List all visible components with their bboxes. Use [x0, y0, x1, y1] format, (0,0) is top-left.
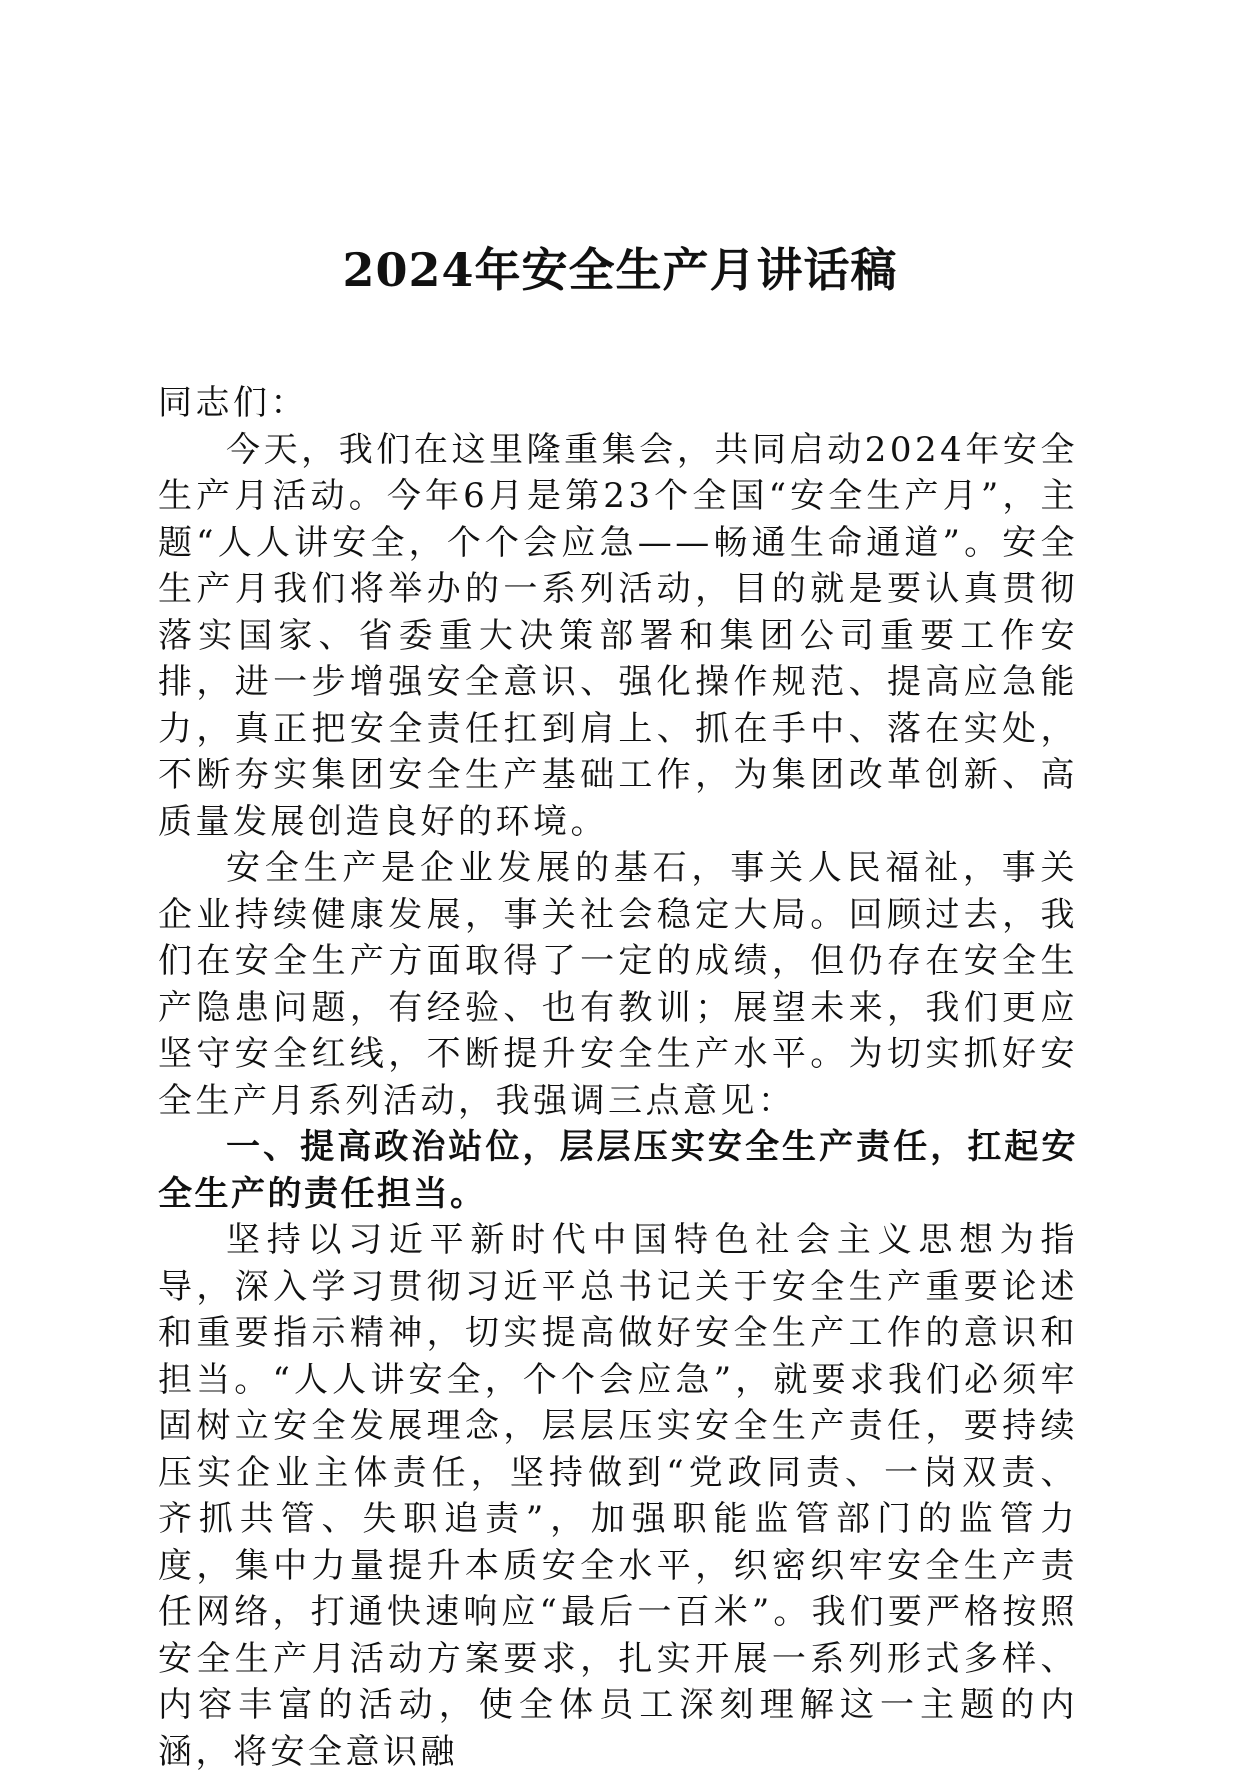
section-paragraph: 坚持以习近平新时代中国特色社会主义思想为指导，深入学习贯彻习近平总书记关于安全生产重要论述和重要指示精神，切实提高做好安全生产工作的意识和担当。“人人讲安全，个个会应急”，就要求我们必须牢固树立安全发展理念，层层压实安全生产责任，要持续压实企业主体责任，坚持做到“党政同责、一岗双责、齐抓共管、失职追责”，加强职能监管部门的监管力度，集中力量提升本质安全水平，织密织牢安全生产责任网络，打通快速响应“最后一百米”。我们要严格按照安全生产月活动方案要求，扎实开展一系列形式多样、内容丰富的活动，使全体员工深刻理解这一主题的内涵，将安全意识融	[158, 1220, 1078, 1772]
document-body	[158, 380, 1078, 1775]
document-title: 2024年安全生产月讲话稿	[342, 243, 898, 297]
section-heading: 一、提高政治站位，层层压实安全生产责任，扛起安全生产的责任担当。	[158, 1127, 1078, 1214]
paragraph-background: 安全生产是企业发展的基石，事关人民福祉，事关企业持续健康发展，事关社会稳定大局。回顾过去，我们在安全生产方面取得了一定的成绩，但仍存在安全生产隐患问题，有经验、也有教训；展望未来，我们更应坚守安全红线，不断提升安全生产水平。为切实抓好安全生产月系列活动，我强调三点意见：	[158, 848, 1078, 1121]
salutation: 同志们：	[158, 383, 308, 423]
paragraph-intro: 今天，我们在这里隆重集会，共同启动2024年安全生产月活动。今年6月是第23个全国“安全生产月”，主题“人人讲安全，个个会应急——畅通生命通道”。安全生产月我们将举办的一系列活动，目的就是要认真贯彻落实国家、省委重大决策部署和集团公司重要工作安排，进一步增强安全意识、强化操作规范、提高应急能力，真正把安全责任扛到肩上、抓在手中、落在实处，不断夯实集团安全生产基础工作，为集团改革创新、高质量发展创造良好的环境。	[158, 429, 1078, 842]
